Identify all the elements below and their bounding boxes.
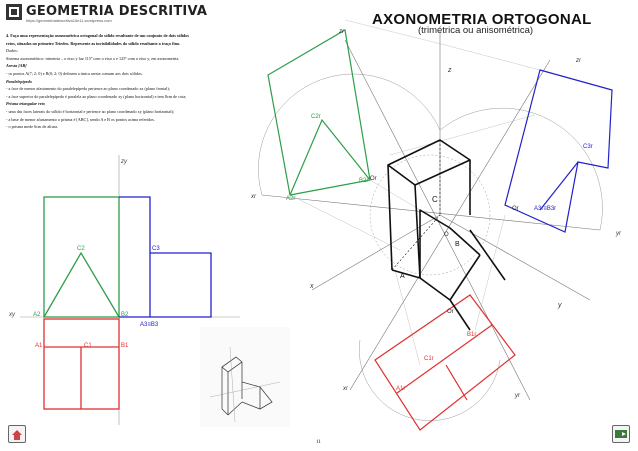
point-label: C3 [152,246,160,252]
point-label: C1r [424,356,434,362]
axis-label: x [310,283,314,290]
axis-label: zr [576,58,581,64]
axis-label: y [558,302,562,309]
point-label: B1 [121,343,129,349]
page-number: 11 [316,440,321,445]
point-label: A1r [396,386,406,392]
axis-label: z [448,67,452,74]
point-label: A2 [33,312,41,318]
statement-line: - os pontos A(7; 2; 0) e B(0; 2; 0) definem a única aresta comum aos dois sólidos. [6,70,143,76]
point-label: C3r [583,144,593,150]
point-label: Or [370,176,377,182]
frontal-rebatment [268,30,370,195]
point-label: A [400,273,405,280]
point-label: C [432,195,438,204]
axis-label: xy [9,312,15,318]
next-page-icon[interactable] [612,425,630,443]
statement-line: retos, situados no primeiro Triedro. Represente as invisibilidades do sólido resultante a traço fino. [6,40,181,46]
axis-label: zr [339,29,344,35]
statement-line: - a base de menor afastamento o prisma é [ABC], sendo A e B os pontos acima referidos. [6,116,155,122]
logo-title: GEOMETRIA DESCRITIVA [26,4,208,19]
point-label: B1r [467,332,477,338]
statement-line: Sistema axonométrico: trimetria – o eixo y faz 115º com o eixo x e 125º com o eixo y, em axonometria. [6,55,180,61]
point-label: O [444,232,449,238]
logo-url[interactable]: https://geometriadescritiva10e11.wordpress.com [26,18,112,23]
point-label: A2r [286,196,296,202]
horizontal-rebatment [375,295,515,430]
statement-line: Aresta [AB] [6,63,27,69]
profile-rebatment [505,70,612,232]
point-label: Or [512,206,519,212]
point-label: B [455,241,460,248]
statement-line: Prisma triangular reto [6,101,45,107]
point-label: A1 [35,343,43,349]
point-label: C2 [77,246,85,252]
statement-line: Paralelepípedo [6,78,32,84]
page-subtitle: (trimétrica ou anisométrica) [418,25,534,36]
home-icon[interactable] [8,425,26,443]
page-title: AXONOMETRIA ORTOGONAL [372,11,592,28]
statement-line: - a face de menor afastamento do paralelepípedo pertence ao plano coordenado xz (plano frontal); [6,86,170,92]
statement-line: - uma das faces laterais do sólido é horizontal e pertence ao plano coordenado xy (plano horizontal); [6,108,175,114]
axis-label: zy [121,159,127,165]
statement-line: - o prisma mede 6cm de altura. [6,124,58,130]
axis-label: yr [616,231,621,237]
point-label: A3≡B3 [140,322,159,328]
axis-label: xr [343,386,348,392]
axis-label: yr [515,393,520,399]
axis-label: xr [251,194,256,200]
point-label: Or [447,309,454,315]
statement-line: Dados: [6,48,18,54]
point-label: C1 [84,343,92,349]
point-label: A3r≡B3r [534,206,557,212]
axis-y [440,215,590,300]
point-label: B2 [121,312,129,318]
statement-line: - a face superior do paralelepípedo é paralela ao plano coordenado xy (plano horizontal) e tem 8cm de cota; [6,93,187,99]
statement-line: 4. Faça uma representação axonométrica ortogonal do sólido resultante de um conjunto de dois sólidos [6,33,189,38]
point-label: C2r [311,114,321,120]
point-label: B2r [359,178,369,184]
